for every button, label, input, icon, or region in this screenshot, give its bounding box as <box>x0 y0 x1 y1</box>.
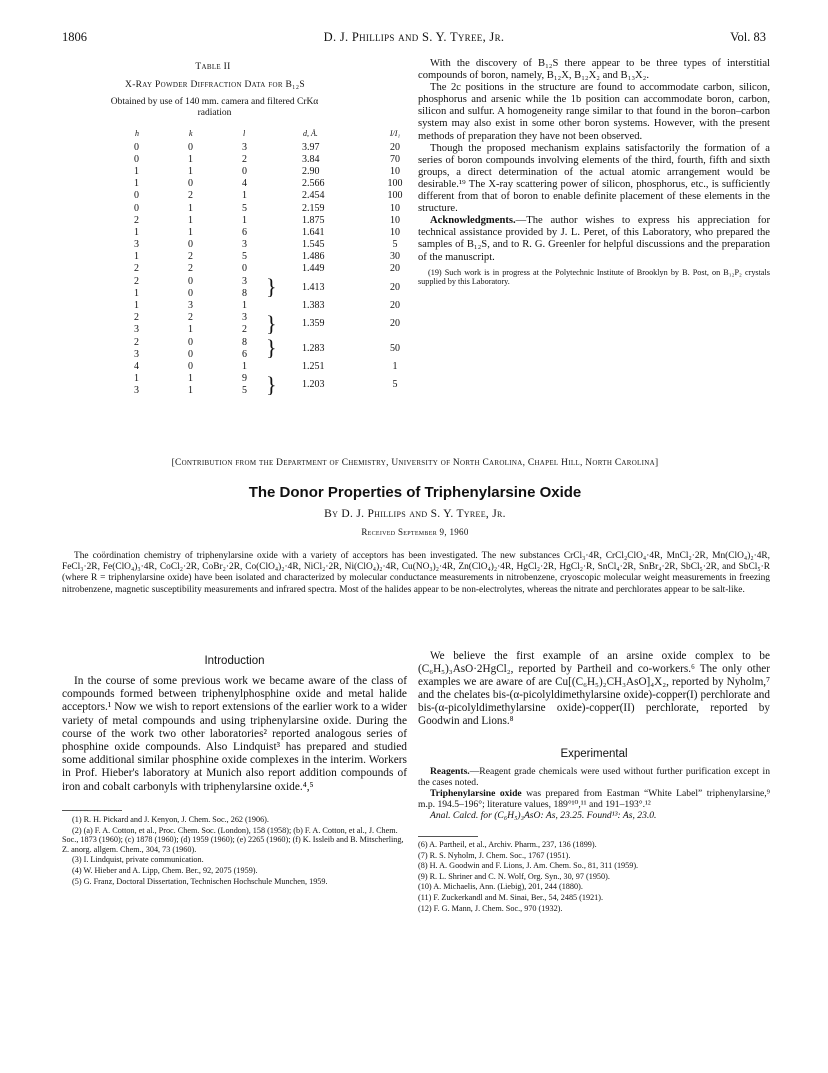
cell-h: 2 <box>134 263 139 275</box>
cell-h: 1 <box>134 178 139 190</box>
intro-body <box>62 675 407 794</box>
cell-d: 1.359 <box>302 318 325 330</box>
cell-k: 1 <box>188 165 193 177</box>
ack-body: —The author wishes to express his appreciation for technical assistance provided by J. L. Peret, of this Laboratory, who prepared the samples of B₁₂S, and to R. G. Greenler for helpful discussions and the preparation of the manuscript. <box>418 215 770 263</box>
cell-spacer <box>278 360 302 372</box>
cell-spacer <box>278 178 302 190</box>
cell-intensity: 10 <box>390 214 400 226</box>
running-authors: D. J. Phillips and S. Y. Tyree, Jr. <box>323 30 505 44</box>
cell-k: 1 <box>188 153 193 165</box>
table-row <box>134 226 416 238</box>
col-k: k <box>189 128 193 138</box>
table-row <box>134 336 416 348</box>
cell-d: 2.566 <box>302 178 325 190</box>
cell-h: 0 <box>134 153 139 165</box>
cell-h: 4 <box>134 360 139 372</box>
cell-l: 5 <box>242 251 247 263</box>
cell-spacer <box>278 226 302 238</box>
paragraph: We believe the first example of an arsine oxide complex to be (C₆H₅)₃AsO·2HgCl₂, reported by Partheil and co-workers.⁶ The only other examples we are aware of are Cu[(C₆H₅)₂CH₃AsO]₄X₂, reported by Nyholm,⁷ and the chelates bis-(α-picolyldimethylarsine oxide)-copper(I) perchlorate and bis-(α-picolyldimethylarsine oxide)-copper(II) perchlorate, reported by Goodwin and Lions.⁸ <box>418 650 770 727</box>
cell-l: 4 <box>242 178 247 190</box>
cell-intensity: 10 <box>390 202 400 214</box>
table-row <box>134 275 416 287</box>
cell-k: 0 <box>188 348 193 360</box>
reference: (8) H. A. Goodwin and F. Lions, J. Am. Chem. So., 81, 311 (1959). <box>418 861 639 871</box>
cell-spacer <box>278 299 302 311</box>
cell-h: 0 <box>134 190 139 202</box>
cell-k: 1 <box>188 324 193 336</box>
cell-h: 2 <box>134 275 139 287</box>
cell-l: 8 <box>242 336 247 348</box>
cell-h: 2 <box>134 214 139 226</box>
cell-l: 0 <box>242 263 247 275</box>
cell-spacer <box>278 141 302 153</box>
byline: By D. J. Phillips and S. Y. Tyree, Jr. <box>324 508 506 520</box>
cell-intensity: 20 <box>390 318 400 330</box>
cell-l: 3 <box>242 275 247 287</box>
diffraction-table <box>134 125 416 397</box>
cell-intensity: 10 <box>390 226 400 238</box>
cell-l: 9 <box>242 373 247 385</box>
cell-d: 1.203 <box>302 379 325 391</box>
cell-h: 1 <box>134 226 139 238</box>
page-number: 1806 <box>62 30 87 44</box>
table-row <box>134 312 416 324</box>
experimental-body <box>418 766 770 821</box>
cell-d: 1.486 <box>302 251 325 263</box>
cell-l: 6 <box>242 226 247 238</box>
group-brace: } <box>266 371 277 397</box>
group-brace: } <box>266 335 277 361</box>
col-h: h <box>135 128 139 138</box>
table-row <box>134 214 416 226</box>
cell-h: 3 <box>134 385 139 397</box>
cell-intensity: 30 <box>390 251 400 263</box>
table-row <box>134 299 416 311</box>
article-title: The Donor Properties of Triphenylarsine Oxide <box>248 484 582 501</box>
cell-spacer <box>278 153 302 165</box>
cell-intensity: 10 <box>390 165 400 177</box>
right-column-bottom <box>418 650 770 728</box>
cell-k: 0 <box>188 336 193 348</box>
cell-l: 2 <box>242 324 247 336</box>
col-l: l <box>243 128 246 138</box>
reference: (10) A. Michaelis, Ann. (Liebig), 201, 244 (1880). <box>418 882 583 892</box>
reference: (11) F. Zuckerkandl and M. Sinai, Ber., 54, 2485 (1921). <box>418 892 604 902</box>
cell-d: 1.413 <box>302 281 325 293</box>
paragraph: With the discovery of B₁₂S there appear to be three types of interstitial compounds of boron, namely, B₁₂X, B₁₂X₂ and B₁₃X₂. <box>418 58 770 82</box>
right-references <box>418 840 770 914</box>
table-row <box>134 178 416 190</box>
cell-l: 3 <box>242 312 247 324</box>
col-intensity: I/I₁ <box>389 128 401 138</box>
cell-d: 1.641 <box>302 226 325 238</box>
cell-l: 5 <box>242 202 247 214</box>
cell-k: 0 <box>188 141 193 153</box>
cell-k: 1 <box>188 385 193 397</box>
cell-h: 3 <box>134 348 139 360</box>
cell-k: 2 <box>188 190 193 202</box>
cell-h: 3 <box>134 324 139 336</box>
received-date: Received September 9, 1960 <box>361 527 469 537</box>
table-row <box>134 190 416 202</box>
table-row <box>134 165 416 177</box>
cell-d: 1.383 <box>302 300 325 312</box>
cell-h: 0 <box>134 141 139 153</box>
reagents-paragraph: Reagents.—Reagent grade chemicals were used without further purification except in the cases noted. <box>418 766 770 788</box>
paragraph: Though the proposed mechanism explains satisfactorily the formation of a series of boron compounds involving elements of the third, fourth, fifth and sixth groups, a direct determination of the actual atomic arrangement would be desirable.¹⁹ The X-ray scattering power of silicon, phosphorus, etc., is sufficiently different from that of boron to enable definite placement of these elements in the structure. <box>418 142 770 215</box>
reference: (3) I. Lindquist, private communication. <box>72 855 204 865</box>
reference: (4) W. Hieber and A. Lipp, Chem. Ber., 92, 2075 (1959). <box>72 865 258 875</box>
cell-d: 1.449 <box>302 263 325 275</box>
introduction-heading: Introduction <box>204 655 265 667</box>
cell-spacer <box>278 263 302 275</box>
table-note: Obtained by use of 140 mm. camera and filtered CrKα radiation <box>110 97 319 118</box>
cell-k: 0 <box>188 178 193 190</box>
cell-l: 8 <box>242 287 247 299</box>
cell-k: 0 <box>188 287 193 299</box>
cell-k: 2 <box>188 312 193 324</box>
cell-spacer <box>278 251 302 263</box>
analysis-paragraph: Anal. Calcd. for (C₆H₅)₃AsO: As, 23.25. Found¹³: As, 23.0. <box>430 810 657 821</box>
cell-spacer <box>278 214 302 226</box>
footnote-19: (19) Such work is in progress at the Polytechnic Institute of Brooklyn by B. Post, on B₁₂P₂ crystals supplied by this Laboratory. <box>418 267 770 287</box>
cell-d: 1.545 <box>302 239 325 251</box>
cell-k: 0 <box>188 360 193 372</box>
reference: (9) R. L. Shriner and C. N. Wolf, Org. Syn., 30, 97 (1950). <box>418 871 610 881</box>
cell-k: 2 <box>188 251 193 263</box>
table-row <box>134 202 416 214</box>
cell-k: 1 <box>188 202 193 214</box>
volume-label: Vol. 83 <box>730 30 766 44</box>
cell-k: 1 <box>188 226 193 238</box>
table-row <box>134 239 416 251</box>
cell-h: 1 <box>134 287 139 299</box>
acknowledgments <box>418 215 770 263</box>
abstract: The coördination chemistry of triphenylarsine oxide with a variety of acceptors has been investigated. The new substances CrCl₃·4R, CrCl₂ClO₄·4R, MnCl₂·2R, Mn(ClO₄)₂·4R, FeCl₃·2R, Fe(ClO₄)₃·4R, CoCl₂·2R, CoBr₂·2R, Co(ClO₄)₂·4R, NiCl₂·2R, Ni(ClO₄)₂·4R, Cu(NO₃)₂·4R, Zn(ClO₄)₂·4R, HgCl₂·2R, HgCl₂·R, SnCl₄·2R, SnBr₄·2R, SbCl₅·2R, and SbCl₅·R (where R = triphenylarsine oxide) have been isolated and characterized by molecular conductance measurements in nitrobenzene, cryoscopic molecular weight measurements in freezing nitrobenzene, magnetic susceptibility measurements and infrared spectra. Most of the halides appear to be non-electrolytes, whereas the nitrate and perchlorates appear to be salt-like. <box>62 551 770 595</box>
cell-d: 1.251 <box>302 360 325 372</box>
cell-d: 1.283 <box>302 342 325 354</box>
cell-d: 3.97 <box>302 141 320 153</box>
contribution-line: [Contribution from the Department of Chemistry, University of North Carolina, Chapel Hill, North Carolina] <box>171 458 659 468</box>
group-brace: } <box>266 274 277 300</box>
cell-l: 3 <box>242 141 247 153</box>
cell-d: 2.454 <box>302 190 325 202</box>
cell-intensity: 1 <box>392 360 398 372</box>
cell-h: 1 <box>134 373 139 385</box>
cell-spacer <box>278 190 302 202</box>
cell-l: 1 <box>242 190 247 202</box>
intro-references <box>62 815 407 887</box>
table-row <box>134 263 416 275</box>
footnote-rule <box>62 810 122 811</box>
cell-l: 1 <box>242 360 247 372</box>
cell-l: 5 <box>242 385 247 397</box>
cell-h: 1 <box>134 165 139 177</box>
ack-heading: Acknowledgments. <box>430 215 516 227</box>
cell-h: 2 <box>134 312 139 324</box>
cell-intensity: 70 <box>390 153 400 165</box>
tpao-paragraph: Triphenylarsine oxide was prepared from Eastman “White Label” triphenylarsine,⁹ m.p. 194.5–196°; literature values, 189°¹⁰,¹¹ and 191–193°.¹² <box>418 788 771 810</box>
table-caption: X-Ray Powder Diffraction Data for B₁₂S <box>125 80 305 90</box>
cell-l: 6 <box>242 348 247 360</box>
reference: (5) G. Franz, Doctoral Dissertation, Technischen Hochschule Munchen, 1959. <box>72 876 328 886</box>
cell-spacer <box>278 202 302 214</box>
cell-l: 3 <box>242 239 247 251</box>
cell-k: 3 <box>188 300 193 312</box>
cell-intensity: 100 <box>387 190 403 202</box>
cell-h: 3 <box>134 239 139 251</box>
cell-l: 0 <box>242 165 247 177</box>
table-row <box>134 360 416 372</box>
cell-l: 1 <box>242 300 247 312</box>
table-row <box>134 153 416 165</box>
group-brace: } <box>266 310 277 336</box>
table-row <box>134 373 416 385</box>
cell-intensity: 20 <box>390 141 400 153</box>
cell-h: 1 <box>134 300 139 312</box>
col-d: d, Å. <box>303 128 318 138</box>
cell-spacer <box>278 239 302 251</box>
cell-intensity: 20 <box>390 300 400 312</box>
table-title: Table II <box>195 62 231 72</box>
cell-intensity: 100 <box>387 178 403 190</box>
col-brace <box>278 125 302 141</box>
reference: (6) A. Partheil, et al., Archiv. Pharm., 237, 136 (1899). <box>418 840 597 849</box>
table-row <box>134 251 416 263</box>
cell-l: 1 <box>242 214 247 226</box>
cell-d: 1.875 <box>302 214 325 226</box>
cell-intensity: 50 <box>390 342 400 354</box>
footnote-rule-right <box>418 836 478 837</box>
reference: (12) F. G. Mann, J. Chem. Soc., 970 (1932). <box>418 903 563 913</box>
cell-d: 2.90 <box>302 165 320 177</box>
table-row <box>134 141 416 153</box>
paragraph: The 2c positions in the structure are found to accommodate carbon, silicon, phosphorus and arsenic while the 1b position can accommodate boron, carbon, silicon and sulfur. A homogeneity range similar to that found in the boron–carbon system may also exist in some other boron systems. However, with the present methods of preparation they have not been observed. <box>418 82 770 142</box>
cell-spacer <box>278 165 302 177</box>
cell-h: 2 <box>134 336 139 348</box>
reference: (1) R. H. Pickard and J. Kenyon, J. Chem. Soc., 262 (1906). <box>72 815 269 824</box>
cell-k: 2 <box>188 263 193 275</box>
reference: (2) (a) F. A. Cotton, et al., Proc. Chem. Soc. (London), 158 (1958); (b) F. A. Cotton, et al., J. Chem. Soc., 1873 (1960); (c) 1878 (1960); (d) 1959 (1960); (e) 2265 (1960); (f) K. Issleib and B. Mitscherling, Z. anorg. allgem. Chem., 304, 73 (1960). <box>62 825 404 854</box>
cell-intensity: 20 <box>390 281 400 293</box>
cell-intensity: 5 <box>392 379 398 391</box>
cell-intensity: 20 <box>390 263 400 275</box>
cell-k: 0 <box>188 239 193 251</box>
cell-d: 3.84 <box>302 153 320 165</box>
right-column-top <box>418 58 770 288</box>
cell-k: 1 <box>188 214 193 226</box>
cell-k: 1 <box>188 373 193 385</box>
table-header-row <box>134 125 416 141</box>
reference: (7) R. S. Nyholm, J. Chem. Soc., 1767 (1951). <box>418 850 571 860</box>
cell-h: 0 <box>134 202 139 214</box>
cell-k: 0 <box>188 275 193 287</box>
paragraph: In the course of some previous work we became aware of the class of compounds formed between triphenylphosphine oxide and metal halide acceptors.¹ Now we wish to report extensions of the earlier work to a wider variety of metal compounds and using triphenylarsine oxide. During the course of the work two other laboratories² reported analogous series of phosphine oxide compounds. Also Lindquist³ has prepared and studied some additional similar phosphine oxide complexes in the interim. Workers in Prof. Hieber's laboratory at Munich also report addition compounds of iron and cobalt carbonyls with triphenylarsine oxide.⁴,⁵ <box>62 675 407 793</box>
cell-intensity: 5 <box>392 239 398 251</box>
cell-l: 2 <box>242 153 247 165</box>
cell-d: 2.159 <box>302 202 325 214</box>
experimental-heading: Experimental <box>560 748 628 760</box>
cell-h: 1 <box>134 251 139 263</box>
